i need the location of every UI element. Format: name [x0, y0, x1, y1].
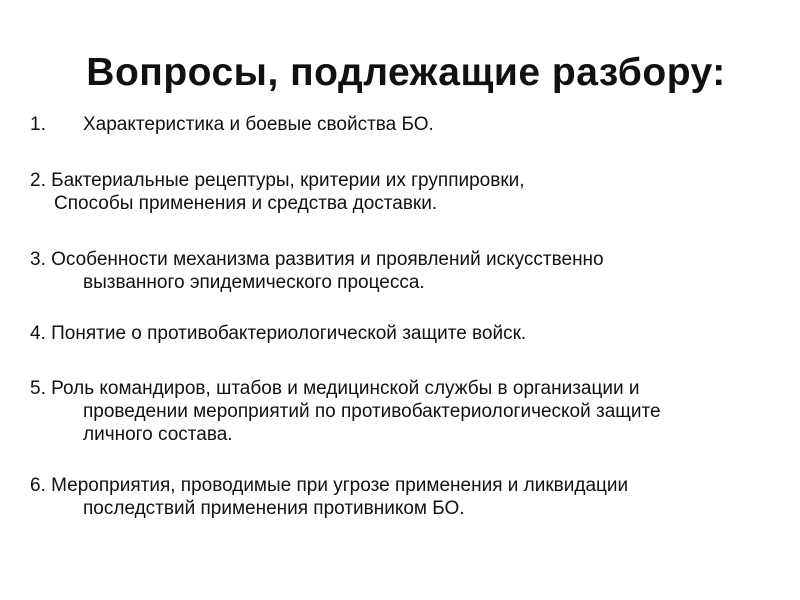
- item-text-continuation: личного состава.: [83, 424, 233, 445]
- item-text: 6. Мероприятия, проводимые при угрозе применения и ликвидации: [30, 475, 629, 496]
- item-text: 5. Роль командиров, штабов и медицинской службы в организации и: [30, 378, 640, 399]
- item-number: 1.: [30, 114, 46, 135]
- item-text-continuation: Способы применения и средства доставки.: [54, 193, 438, 214]
- item-text: 3. Особенности механизма развития и проявлений искусственно: [30, 249, 604, 270]
- list-item-3: [30, 248, 604, 294]
- list-item-5: [30, 377, 661, 446]
- item-text-continuation: вызванного эпидемического процесса.: [83, 272, 425, 293]
- item-text: 2. Бактериальные рецептуры, критерии их группировки,: [30, 170, 525, 191]
- list-item-4: [30, 322, 526, 345]
- list-item-2: [30, 169, 525, 215]
- slide-title: Вопросы, подлежащие разбору:: [86, 51, 726, 94]
- item-text-continuation: проведении мероприятий по противобактериологической защите: [83, 401, 661, 422]
- item-text-continuation: последствий применения противником БО.: [83, 498, 465, 519]
- list-item-6: [30, 474, 628, 520]
- item-text: 4. Понятие о противобактериологической защите войск.: [30, 323, 527, 344]
- item-text: Характеристика и боевые свойства БО.: [83, 114, 434, 135]
- list-item-1: [30, 113, 434, 136]
